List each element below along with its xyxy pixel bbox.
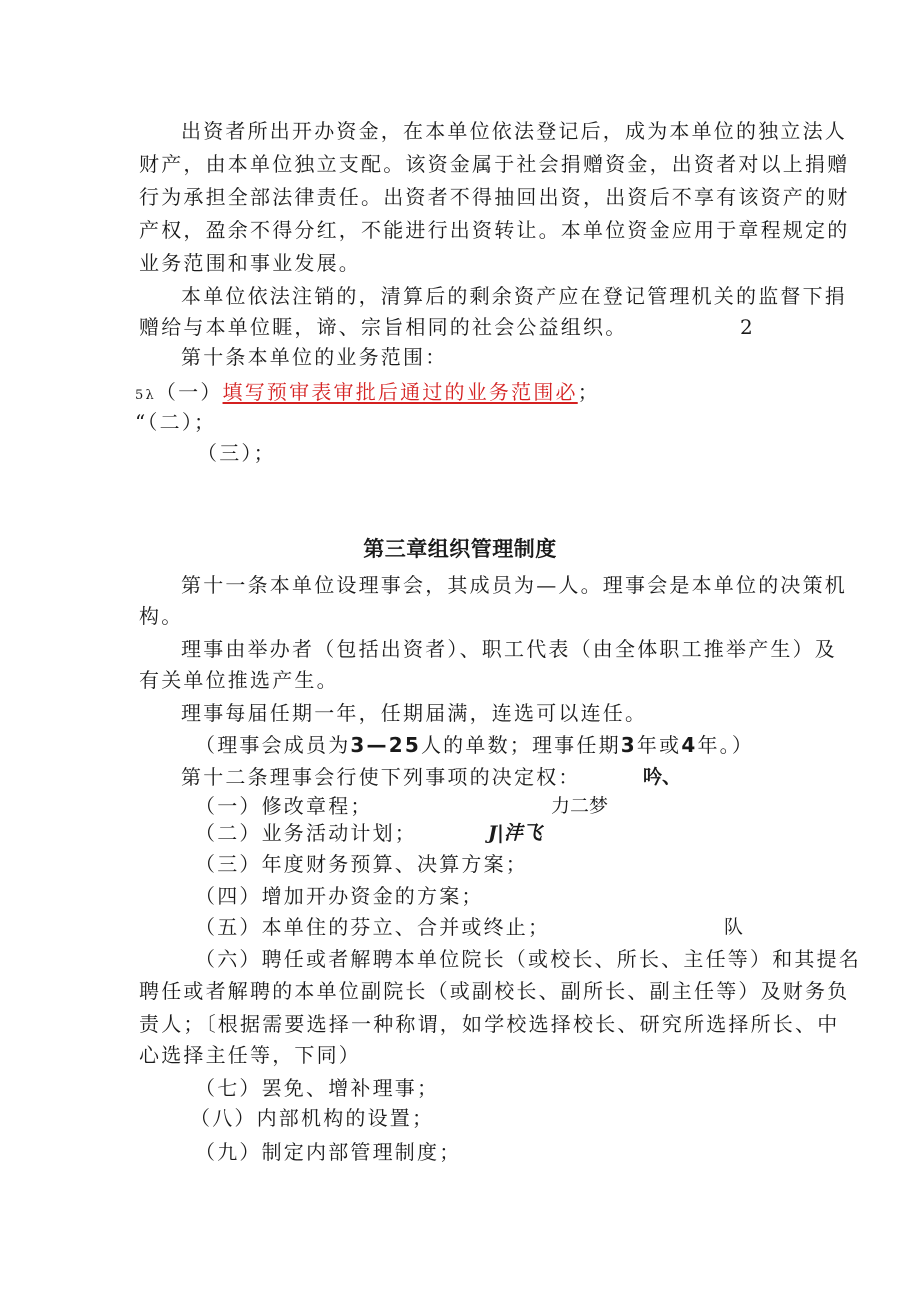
paragraph-line: 财产，由本单位独立支配。该资金属于社会捐赠资金，出资者对以上捐赠 (139, 152, 850, 176)
list-item: （一）修改章程； (195, 794, 373, 818)
paragraph-line: 出资者所出开办资金，在本单位依法登记后，成为本单位的独立法人 (181, 119, 847, 143)
list-item: （九）制定内部管理制度； (195, 1140, 462, 1164)
chapter-title: 第三章组织管理制度 (363, 537, 557, 561)
stray-mark: 队 (724, 916, 744, 938)
business-item-3: （三）； (197, 441, 276, 465)
paragraph-line: 心选择主任等，下同） (139, 1043, 361, 1067)
list-item: （四）增加开办资金的方案； (195, 884, 484, 908)
list-item: （三）年度财务预算、决算方案； (195, 852, 528, 876)
paragraph-line: 产权，盈余不得分红，不能进行出资转让。本单位资金应用于章程规定的 (139, 218, 850, 242)
list-item: （五）本单住的芬立、合并或终止； (195, 915, 551, 939)
paragraph-line: 行为承担全部法律责任。出资者不得抽回出资，出资后不享有该资产的财 (139, 185, 850, 209)
stray-mark: 吟、 (643, 766, 682, 788)
stray-mark: 力二梦 (551, 795, 609, 817)
paragraph-line: 有关单位推选产生。 (139, 668, 339, 692)
paragraph-line: 第十一条本单位设理事会，其成员为—人。理事会是本单位的决策机 (181, 573, 847, 597)
list-item: （六）聘任或者解聘本单位院长（或校长、所长、主任等）和其提名 (195, 947, 861, 971)
list-item: （七）罢免、增补理事； (195, 1076, 440, 1100)
paragraph-line: 理事每届任期一年，任期届满，连选可以连任。 (181, 701, 648, 725)
paragraph-line: 责人；〔根据需要选择一种称谓，如学校选择校长、研究所选择所长、中 (139, 1012, 840, 1036)
red-placeholder: 填写预审表审批后通过的业务范围必 (222, 380, 578, 404)
note-line: （理事会成员为3—25人的单数；理事任期3年或4年。） (195, 733, 755, 757)
paragraph-line: 赠给与本单位睚，谛、宗旨相同的社会公益组织。 (139, 315, 628, 339)
paragraph-line: 本单位依法注销的，清算后的剩余资产应在登记管理机关的监督下捐 (181, 284, 847, 308)
article-heading: 第十二条理事会行使下列事项的决定权： (181, 765, 581, 789)
item-tail: ； (577, 380, 600, 404)
business-item-1 (135, 378, 600, 410)
page-mark: 2 (740, 315, 755, 339)
item-label: （一） (155, 380, 223, 404)
paragraph-line: 业务范围和事业发展。 (139, 251, 361, 275)
list-item: （二）业务活动计划； (195, 821, 417, 845)
article-heading: 第十条本单位的业务范围： (181, 345, 448, 369)
business-item-2: “（二）； (135, 410, 217, 434)
paragraph-line: 聘任或者解聘的本单位副院长（或副校长、副所长、副主任等）及财务负 (139, 979, 850, 1003)
stray-mark: J|沣飞 (488, 822, 542, 844)
stray-mark: 5λ (135, 388, 156, 403)
paragraph-line: 构。 (139, 604, 184, 628)
list-item: （八）内部机构的设置； (190, 1106, 435, 1130)
paragraph-line: 理事由举办者（包括出资者）、职工代表（由全体职工推举产生）及 (181, 637, 837, 661)
